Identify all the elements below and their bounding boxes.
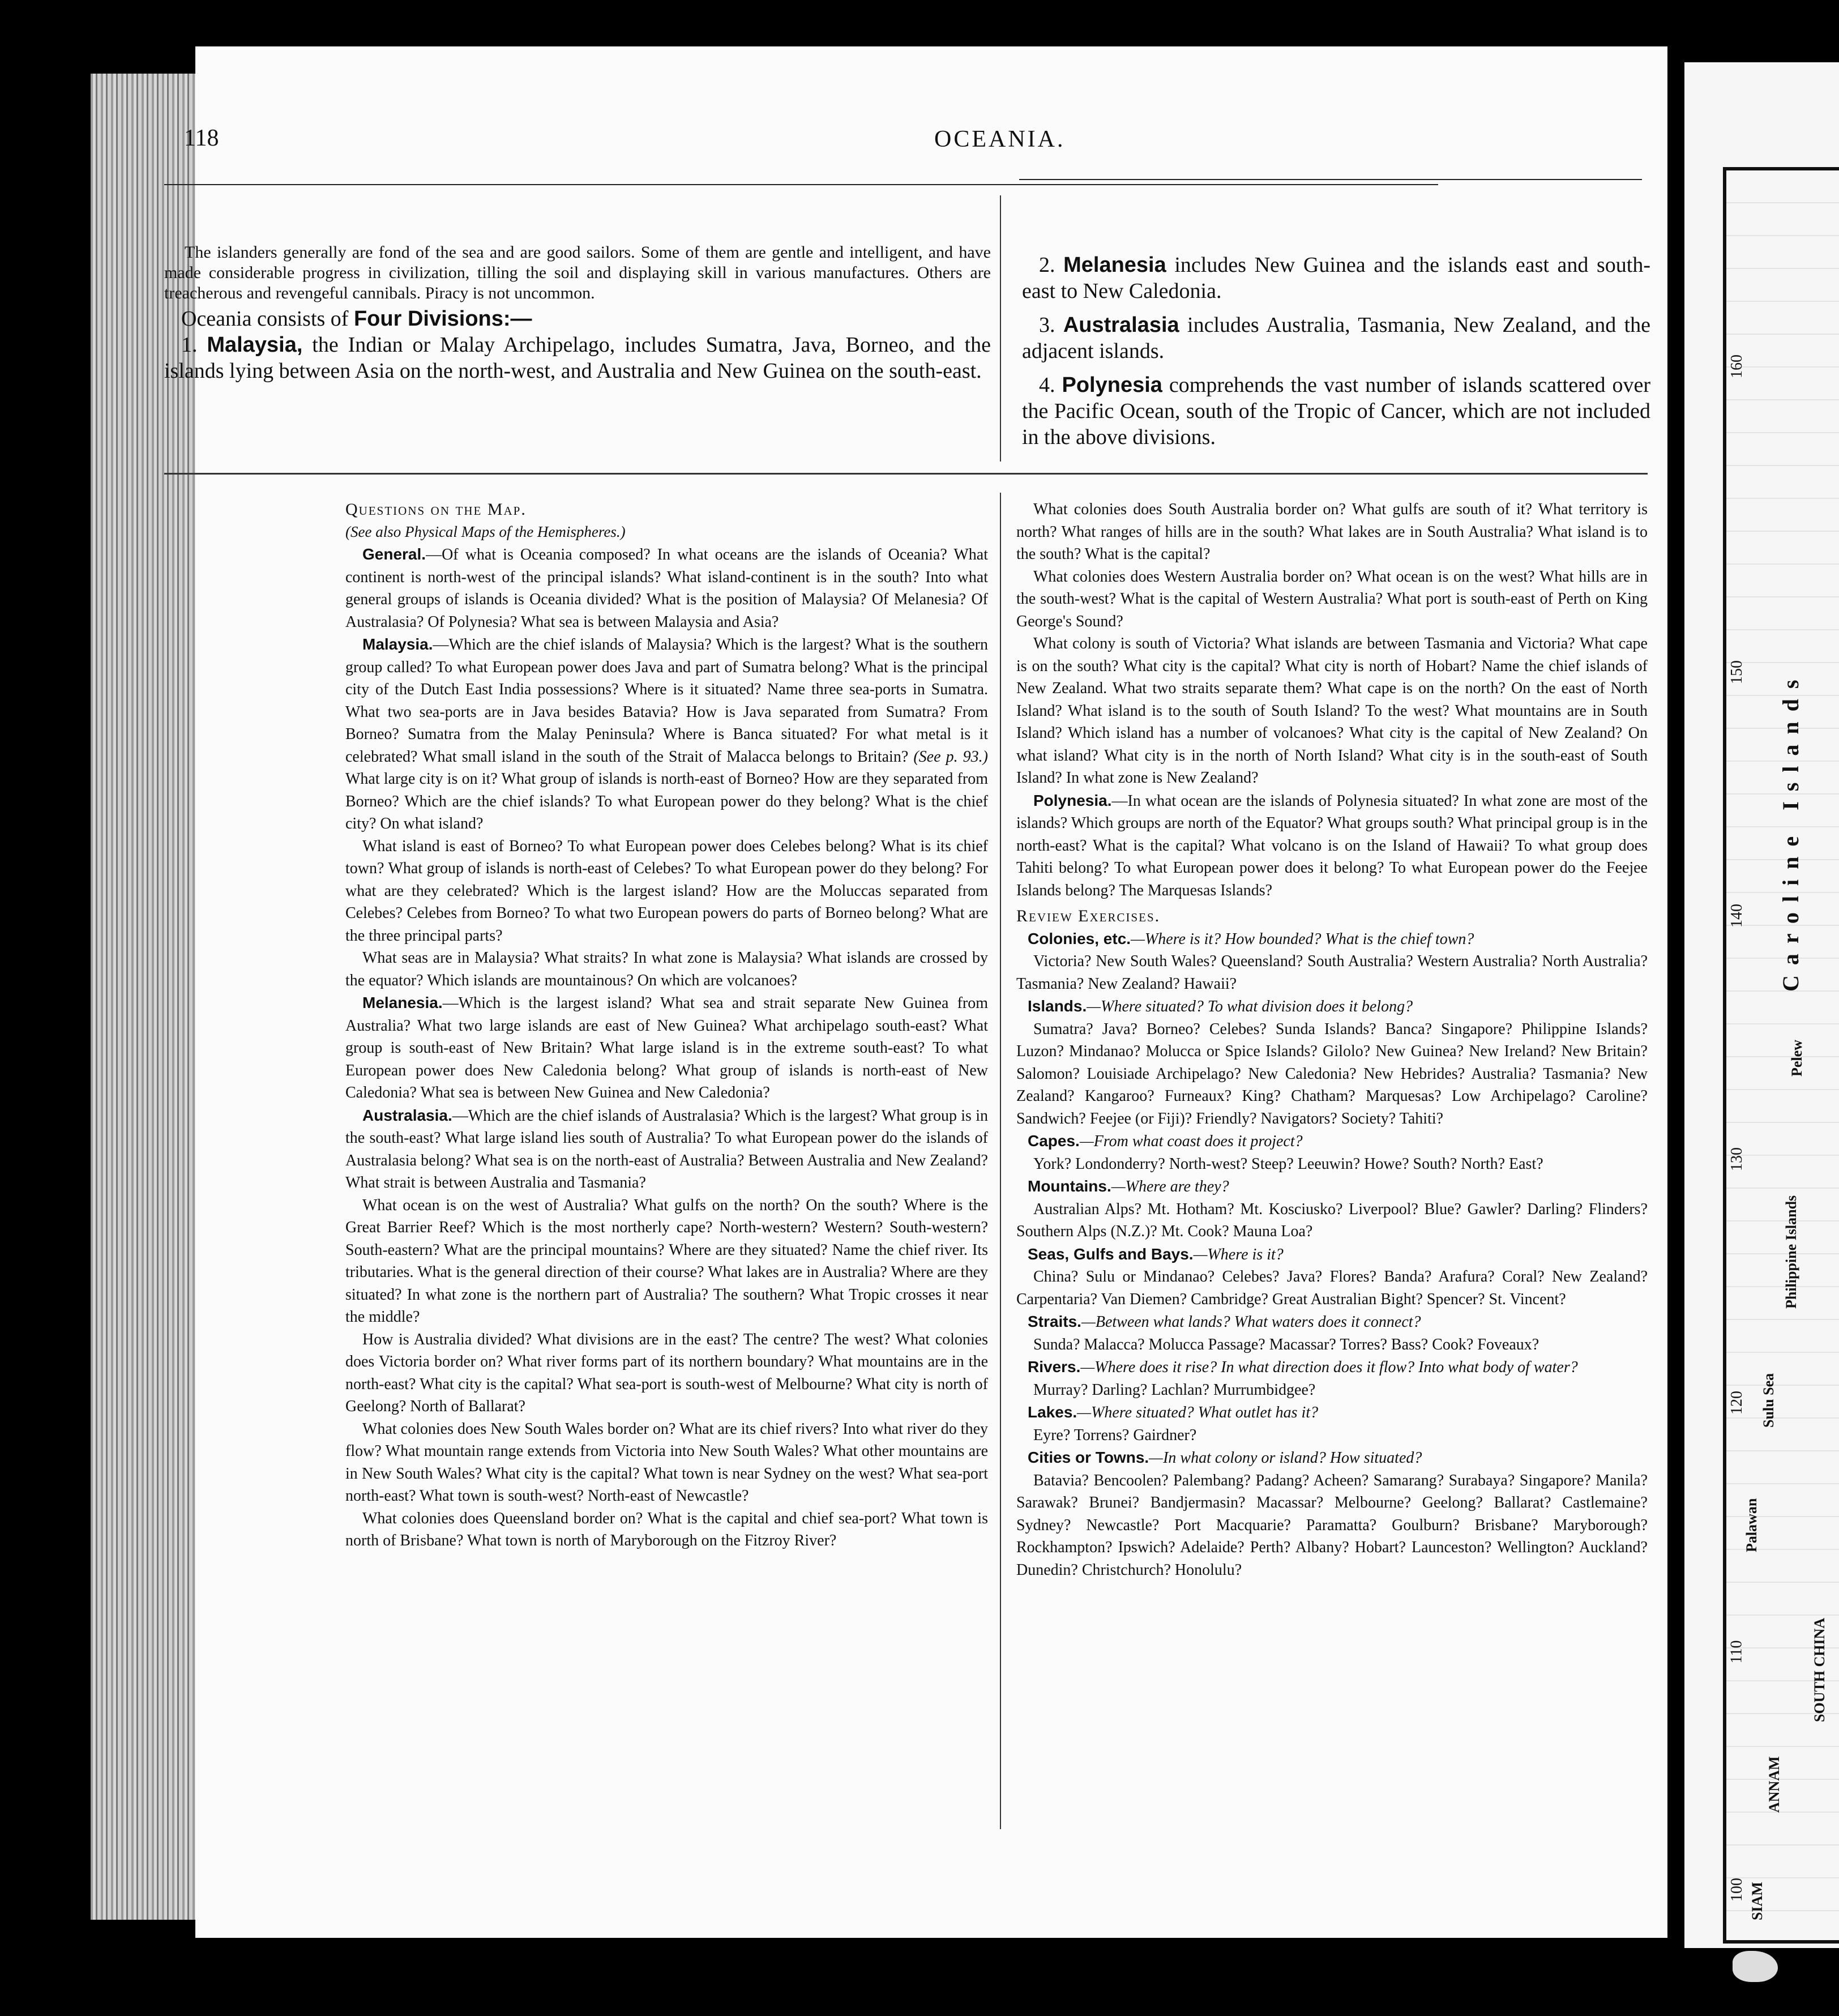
header-rule [1019, 179, 1642, 180]
review-exercise-list: York? Londonderry? North-west? Steep? Leeuwin? Howe? South? North? East? [1033, 1155, 1543, 1173]
division-polynesia: 4. Polynesia comprehends the vast number of islands scattered over the Pacific Ocean, south of the Tropic of Cancer, which are not included in the above divisions. [1022, 373, 1650, 449]
review-exercise-list: Victoria? New South Wales? Queensland? South Australia? Western Australia? North Australia? Tasmania? New Zealand? Hawaii? [1016, 953, 1648, 993]
review-exercise-question: —Where does it rise? In what direction does it flow? Into what body of water? [1080, 1359, 1578, 1376]
review-exercise-question: —Between what lands? What waters does it connect? [1081, 1313, 1421, 1331]
map-place-label: SIAM [1749, 1882, 1765, 1920]
question-seas: What seas are in Malaysia? What straits? In what zone is Malaysia? What islands are crossed by the equator? Which islands are mountainous? On which are volcanoes? [345, 949, 988, 989]
division-melanesia: 2. Melanesia includes New Guinea and the islands east and south-east to New Caledonia. [1022, 253, 1650, 303]
map-longitude-label: 160 [1728, 354, 1746, 378]
review-exercise-keyword: Cities or Towns. [1028, 1449, 1149, 1466]
page-number: 118 [184, 125, 219, 151]
map-longitude-label: 110 [1727, 1640, 1746, 1664]
question-victoria: What colony is south of Victoria? What islands are between Tasmania and Victoria? What cape is on the south? What city is the capital? What city is north of Hobart? Name the chief islands of New Zealand. What two straits separate them? What cape is on the north? On the east of North Island? What island is to the south of South Island? To the west? What mountains are in South Island? Which island has a number of volcanoes? What city is the capital of New Zealand? On what island? What city is in the north of North Island? What city is in the south-east of South Island? In what zone is New Zealand? [1016, 635, 1648, 787]
review-exercise-question: —Where is it? How bounded? What is the chief town? [1131, 930, 1474, 948]
question-australasia: Australasia.—Which are the chief islands of Australasia? Which is the largest? What group is in the south-east? What large island lies south of Australia? To what European power do the islands of Australasia belong? What sea is on the north-east of Australia? Between Australia and New Zealand? What strait is between Australia and Tasmania? [345, 1106, 988, 1191]
question-malaysia: Malaysia.—Which are the chief islands of Malaysia? Which is the largest? What is the southern group called? To what European power does Java and part of Sumatra belong? What is the principal city of the Dutch East India possessions? Where is it situated? Name three sea-ports in Sumatra. What two sea-ports are in Java besides Batavia? How is Java separated from Sumatra? From Borneo? Sumatra from the Malay Peninsula? Where is Banca situated? For what metal is it celebrated? What small island in the south of the Strait of Malacca belongs to Britain? (See p. 93.) What large city is on it? What group of islands is north-east of Borneo? How are they separated from Borneo? Which are the chief islands? To what European power do they belong? What is the chief city? On what island? [345, 635, 988, 832]
intro-left [164, 242, 991, 384]
review-exercise-heading [1016, 1310, 1648, 1334]
map-longitude-label: 140 [1728, 904, 1746, 928]
review-exercise-keyword: Straits. [1028, 1313, 1081, 1330]
review-exercise-keyword: Mountains. [1028, 1177, 1111, 1195]
question-western-australia: What colonies does Western Australia border on? What ocean is on the west? What hills are in the south-west? What is the capital of Western Australia? What port is south-east of Perth on King George's Sound? [1016, 567, 1648, 630]
review-exercise-list: Murray? Darling? Lachlan? Murrumbidgee? [1033, 1381, 1316, 1399]
map-place-label: Palawan [1743, 1498, 1760, 1552]
question-ocean: What ocean is on the west of Australia? What gulfs on the north? On the south? Where is the Great Barrier Reef? Which is the most northerly cape? North-western? Western? South-western? South-eastern? What are the principal mountains? Where are they situated? Name the chief river. Its tributaries. What is the general direction of their course? What lakes are in Australia? Where are they situated? In what zone is the northern part of Australia? The southern? What Tropic crosses it near the middle? [345, 1196, 988, 1326]
column-divider [1000, 493, 1001, 1829]
question-polynesia: Polynesia.—In what ocean are the islands of Polynesia situated? In what zone are most of the islands? Which groups are north of the Equator? What groups south? What principal group is in the north-east? What is the capital? What volcano is on the Island of Hawaii? To what group does Tahiti belong? To what European power does it belong? To what European power do the Feejee Islands belong? The Marquesas Islands? [1016, 791, 1648, 899]
review-exercise-heading [1016, 1175, 1648, 1198]
review-exercise-question: —From what coast does it project? [1079, 1133, 1303, 1150]
header-rule [164, 184, 1438, 185]
review-exercise-question: —Where are they? [1111, 1178, 1229, 1195]
page-title: OCEANIA. [934, 126, 1066, 152]
review-exercise-list: Eyre? Torrens? Gairdner? [1033, 1426, 1197, 1444]
review-exercise-list: Sumatra? Java? Borneo? Celebes? Sunda Islands? Banca? Singapore? Philippine Islands? Luzon? Mindanao? Molucca or Spice Islands? Gilolo? New Guinea? New Ireland? New Britain? Salomon? Louisiade Archipelago? New Caledonia? New Hebrides? Australia? Tasmania? New Zealand? Kangaroo? Furneaux? King? Chatham? Marquesas? Low Archipelago? Caroline? Sandwich? Feejee (or Fiji)? Friendly? Navigators? Society? Tahiti? [1016, 1020, 1648, 1127]
question-queensland: What colonies does Queensland border on? What is the capital and chief sea-port? What town is north of Brisbane? What town is north of Maryborough on the Fitzroy River? [345, 1509, 988, 1549]
review-exercise-question: —Where is it? [1193, 1245, 1284, 1263]
map-place-label: Caroline Islands [1778, 669, 1803, 992]
review-list [1016, 928, 1648, 1582]
review-exercise-keyword: Lakes. [1028, 1403, 1077, 1421]
map-place-label: Philippine Islands [1783, 1195, 1799, 1309]
review-heading: Review Exercises. [1016, 907, 1161, 925]
questions-column-right [1016, 498, 1648, 1581]
map-place-label: SOUTH CHINA [1811, 1617, 1828, 1722]
map-frame [1723, 167, 1839, 1944]
adjacent-map-page [1684, 62, 1839, 1948]
map-place-label: ANNAM [1766, 1756, 1782, 1813]
question-nsw: What colonies does New South Wales border on? What are its chief rivers? Into what river do they flow? What mountain range extends from Victoria into New South Wales? What other mountains are in New South Wales? What city is the capital? What town is near Sydney on the west? What sea-port north-east? What town is south-west? North-east of Newcastle? [345, 1420, 988, 1505]
column-divider [1000, 195, 1001, 462]
review-exercise-list: Australian Alps? Mt. Hotham? Mt. Kosciusko? Liverpool? Blue? Gawler? Darling? Flinders? Southern Alps (N.Z.)? Mt. Cook? Mauna Loa? [1016, 1200, 1648, 1240]
review-exercise-list: China? Sulu or Mindanao? Celebes? Java? Flores? Banda? Arafura? Coral? New Zealand? Carpentaria? Van Diemen? Cambridge? Great Australian Bight? Spencer? St. Vincent? [1016, 1268, 1648, 1308]
questions-heading: Questions on the Map. [345, 500, 527, 519]
intro-paragraph: The islanders generally are fond of the sea and are good sailors. Some of them are gentle and intelligent, and have made considerable progress in civilization, tilling the soil and displaying skill in various manufactures. Others are treacherous and revengeful cannibals. Piracy is not uncommon. [164, 243, 991, 302]
questions-column-left [345, 498, 988, 1552]
question-south-australia: What colonies does South Australia border on? What gulfs are south of it? What territory is north? What ranges of hills are in the south? What lakes are in South Australia? What island is to the south? What is the capital? [1016, 501, 1648, 563]
review-exercise-heading [1016, 1243, 1648, 1266]
question-general: General.—Of what is Oceania composed? In what oceans are the islands of Oceania? What continent is north-west of the principal islands? What island-continent is in the south? Into what general groups of islands is Oceania divided? What is the position of Malaysia? Of Melanesia? Of Australasia? Of Polynesia? What sea is between Malaysia and Asia? [345, 545, 988, 631]
review-exercise-heading [1016, 1446, 1648, 1470]
intro-right [1022, 252, 1650, 458]
review-exercise-heading [1016, 1401, 1648, 1424]
divisions-line: Oceania consists of Four Divisions:— [181, 307, 532, 331]
review-exercise-list: Sunda? Malacca? Molucca Passage? Macassar? Torres? Bass? Cook? Foveaux? [1033, 1335, 1539, 1353]
division-malaysia: 1. Malaysia, the Indian or Malay Archipelago, includes Sumatra, Java, Borneo, and the islands lying between Asia on the north-west, and Australia and New Guinea on the south-east. [164, 333, 991, 383]
review-exercise-list: Batavia? Bencoolen? Palembang? Padang? Acheen? Samarang? Surabaya? Singapore? Manila? Sarawak? Brunei? Bandjermasin? Macassar? Melbourne? Geelong? Ballarat? Castlemaine? Sydney? Newcastle? Port Macquarie? Paramatta? Goulburn? Brisbane? Maryborough? Rockhampton? Ipswich? Adelaide? Perth? Albany? Hobart? Launceston? Wellington? Auckland? Dunedin? Christchurch? Honolulu? [1016, 1471, 1648, 1579]
review-exercise-keyword: Colonies, etc. [1028, 929, 1131, 947]
review-exercise-keyword: Islands. [1028, 997, 1087, 1015]
review-exercise-heading [1016, 1356, 1648, 1379]
map-place-label: Pelew [1789, 1040, 1805, 1077]
map-longitude-label: 100 [1728, 1878, 1746, 1902]
review-exercise-heading [1016, 995, 1648, 1018]
review-exercise-keyword: Capes. [1028, 1132, 1080, 1150]
review-exercise-question: —In what colony or island? How situated? [1149, 1449, 1422, 1467]
section-rule [164, 473, 1648, 475]
map-longitude-label: 150 [1728, 660, 1746, 684]
page-blot [1733, 1951, 1778, 1982]
question-divided: How is Australia divided? What divisions are in the east? The centre? The west? What colonies does Victoria border on? What river forms part of its northern boundary? What mountains are in the north-east? What city is the capital? What sea-port is south-west of Melbourne? What city is north of Geelong? North of Ballarat? [345, 1330, 988, 1415]
review-exercise-keyword: Seas, Gulfs and Bays. [1028, 1245, 1194, 1263]
question-melanesia: Melanesia.—Which is the largest island? What sea and strait separate New Guinea from Australia? What two large islands are east of New Guinea? What archipelago south-east? What group is south-east of New Britain? What large island is in the extreme south-east? To what European power does New Caledonia belong? What group of islands is north-east of New Caledonia? What sea is between New Guinea and New Caledonia? [345, 994, 988, 1101]
map-longitude-label: 120 [1728, 1391, 1746, 1415]
question-celebes: What island is east of Borneo? To what European power does Celebes belong? What is its chief town? What group of islands is north-east of Celebes? To what European power do they belong? For what are they celebrated? Which is the largest island? How are the Moluccas separated from Celebes? Celebes from Borneo? To what two European powers do parts of Borneo belong? What are the three principal parts? [345, 837, 988, 945]
divisions-keyword: Four Divisions:— [353, 307, 532, 331]
review-exercise-keyword: Rivers. [1028, 1358, 1081, 1376]
review-exercise-question: —Where situated? To what division does it belong? [1087, 998, 1413, 1015]
review-exercise-question: —Where situated? What outlet has it? [1077, 1404, 1319, 1421]
questions-subheading: (See also Physical Maps of the Hemispheres.) [345, 523, 626, 540]
review-exercise-heading [1016, 1130, 1648, 1153]
map-longitude-label: 130 [1728, 1147, 1746, 1171]
map-place-label: Sulu Sea [1760, 1373, 1777, 1428]
review-exercise-heading [1016, 928, 1648, 951]
division-australasia: 3. Australasia includes Australia, Tasmania, New Zealand, and the adjacent islands. [1022, 313, 1650, 363]
